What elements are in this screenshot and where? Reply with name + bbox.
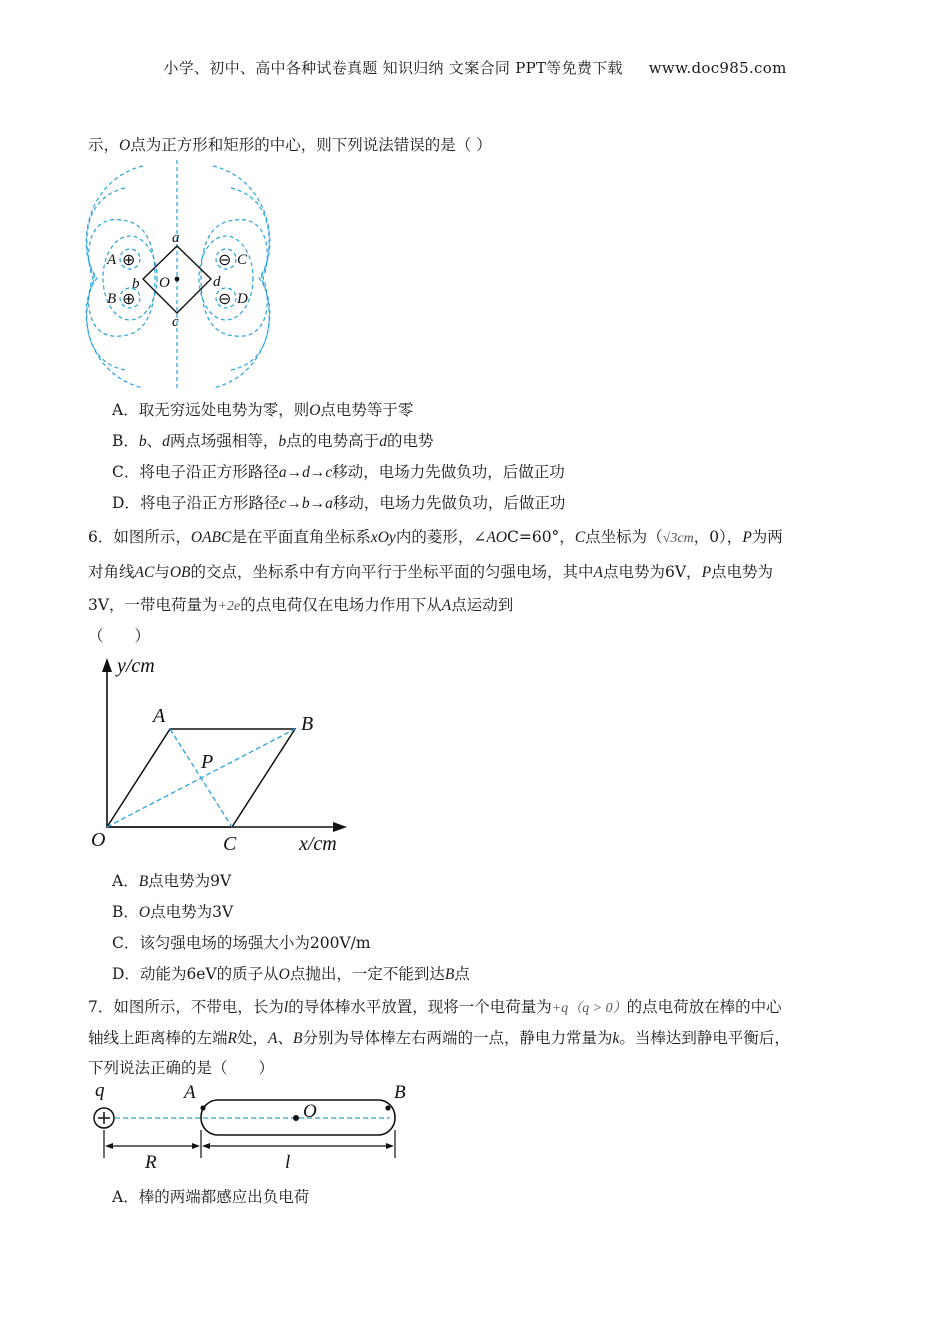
- q5-plus-charge-A: ⊕: [122, 252, 136, 269]
- header-url[interactable]: www.doc985.com: [648, 59, 787, 77]
- q7-stem-line1: 7．如图所示，不带电，长为l的导体棒水平放置，现将一个电荷量为+q（q > 0）的点电荷放在棒的中心: [88, 998, 782, 1016]
- page-header: [0, 57, 950, 78]
- q6-label-A: A: [153, 705, 166, 727]
- q6-label-B: B: [301, 713, 314, 735]
- q7-label-q: q: [95, 1082, 105, 1101]
- q7-label-B: B: [394, 1082, 406, 1103]
- q5-stem-o: O: [119, 137, 131, 154]
- q6-label-P: P: [201, 751, 214, 773]
- q6-x-arrow: [333, 822, 347, 832]
- q7-label-A: A: [184, 1082, 196, 1103]
- q5-label-a: a: [172, 230, 180, 246]
- q5-label-B: B: [107, 291, 117, 307]
- q6-option-d[interactable]: D．动能为6eV的质子从O点抛出，一定不能到达B点: [112, 965, 470, 983]
- q5-label-c: c: [172, 314, 179, 330]
- q6-charge: +2e: [217, 599, 241, 614]
- q5-stem: [88, 133, 492, 155]
- q6-option-a[interactable]: A．B点电势为9V: [112, 872, 232, 890]
- q6-diagonal-OB: [107, 729, 295, 827]
- q7-option-a[interactable]: A．棒的两端都感应出负电荷: [112, 1188, 310, 1206]
- q6-stem-line3: 3V，一带电荷量为+2e的点电荷仅在电场力作用下从A点运动到: [88, 596, 514, 614]
- q5-stem-c: 点为正方形和矩形的中心，则下列说法错误的是（ ）: [130, 136, 492, 154]
- q5-minus-charge-C: ⊖: [218, 252, 232, 269]
- q5-field-figure: [85, 160, 285, 388]
- q6-sqrt3: √3cm: [662, 531, 694, 546]
- q5-equip-right3: [201, 220, 267, 337]
- header-text: 小学、初中、高中各种试卷真题 知识归纳 文案合同 PPT等免费下载: [163, 59, 623, 77]
- q5-plus-charge-B: ⊕: [122, 291, 136, 308]
- q7-label-O: O: [303, 1101, 317, 1122]
- q5-option-a[interactable]: A．取无穷远处电势为零，则O点电势等于零: [112, 401, 414, 419]
- q5-minus-charge-D: ⊖: [218, 291, 232, 308]
- q7-stem-line3: 下列说法正确的是（ ）: [88, 1059, 275, 1077]
- q5-label-A: A: [107, 252, 117, 268]
- q7-label-l: l: [285, 1152, 291, 1172]
- q6-label-O: O: [91, 829, 106, 851]
- q6-label-C: C: [223, 833, 237, 855]
- q7-point-B: [385, 1105, 390, 1110]
- q5-option-c[interactable]: C．将电子沿正方形路径a→d→c移动，电场力先做负功，后做正功: [112, 463, 565, 481]
- q5-label-d: d: [213, 274, 221, 290]
- q5-label-C: C: [237, 252, 248, 268]
- q5-label-b: b: [132, 276, 140, 292]
- q7-rod-figure: [85, 1082, 415, 1172]
- q6-stem-line1: 6．如图所示，OABC是在平面直角坐标系xOy内的菱形，∠AOC=60°，C点坐标为（√3cm，0），P为两: [88, 528, 783, 546]
- q6-rhombus-figure: [85, 650, 355, 860]
- q5-option-d[interactable]: D．将电子沿正方形路径c→b→a移动，电场力先做负功，后做正功: [112, 494, 566, 512]
- q7-point-O: [293, 1115, 299, 1121]
- q6-stem-line4: （ ）: [88, 627, 151, 645]
- q6-y-arrow: [102, 658, 112, 672]
- q5-option-b[interactable]: B．b、d两点场强相等，b点的电势高于d的电势: [112, 432, 434, 450]
- q7-stem-line2: 轴线上距离棒的左端R处，A、B分别为导体棒左右两端的一点，静电力常量为k。当棒达到静电平衡后，: [88, 1029, 790, 1047]
- q6-stem-line2: 对角线AC与OB的交点，坐标系中有方向平行于坐标平面的匀强电场，其中A点电势为6V，P点电势为: [88, 563, 774, 581]
- q7-charge: +q: [551, 1001, 569, 1016]
- q5-stem-a: 示，: [88, 136, 120, 154]
- q6-x-label: x/cm: [299, 833, 337, 855]
- q5-label-O: O: [159, 275, 170, 291]
- q6-y-label: y/cm: [117, 655, 155, 677]
- q7-point-A: [200, 1105, 205, 1110]
- q6-option-c[interactable]: C．该匀强电场的场强大小为200V/m: [112, 934, 371, 952]
- q5-label-D: D: [237, 291, 248, 307]
- q5-center-dot: [175, 277, 180, 282]
- q7-condition: （q > 0）: [568, 1001, 627, 1016]
- q6-option-b[interactable]: B．O点电势为3V: [112, 903, 234, 921]
- q7-label-R: R: [145, 1152, 157, 1172]
